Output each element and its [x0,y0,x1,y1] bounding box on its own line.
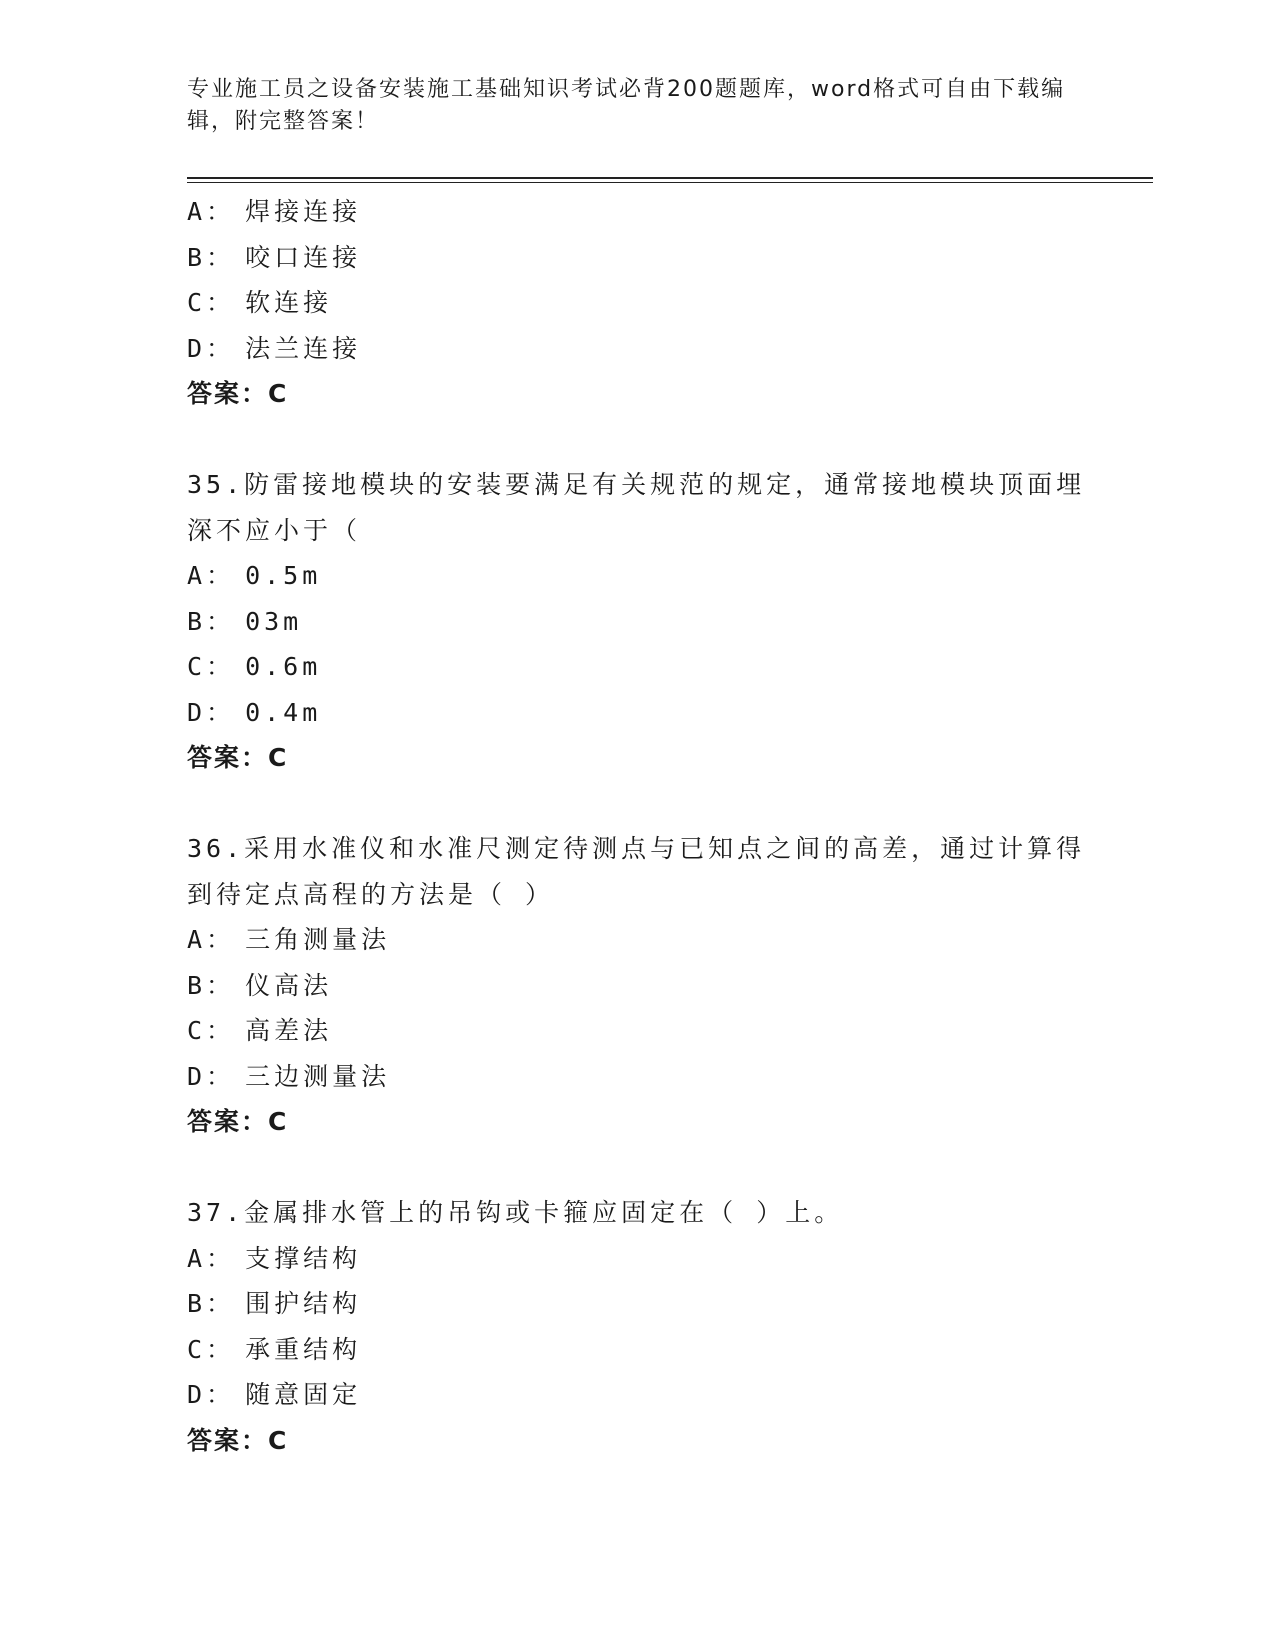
question-text: 35.防雷接地模块的安装要满足有关规范的规定，通常接地模块顶面埋深不应小于（ [187,470,1086,545]
option-c: C： 承重结构 [187,1334,362,1364]
option-b: B： 围护结构 [187,1289,362,1318]
option-b: B： 03m [187,606,303,636]
option-c: C： 0.6m [187,652,322,681]
question-block-35 [187,462,1087,781]
question-block-34 [187,189,1087,417]
header-divider-thick [187,177,1153,179]
option-d: D： 三边测量法 [187,1061,391,1091]
question-text: 37.金属排水管上的吊钩或卡箍应固定在（ ）上。 [187,1198,844,1227]
answer-line: 答案：C [187,1107,289,1136]
option-a: A： 三角测量法 [187,925,391,954]
option-a: A： 焊接连接 [187,197,362,226]
option-b: B： 仪高法 [187,970,333,1000]
document-title: 专业施工员之设备安装施工基础知识考试必背200题题库，word格式可自由下载编辑，附完整答案！ [187,77,1066,134]
answer-line: 答案：C [187,1425,289,1455]
answer-line: 答案：C [187,379,289,408]
option-b: B： 咬口连接 [187,242,362,272]
question-list [187,189,1087,1463]
question-block-36 [187,826,1087,1145]
option-d: D： 法兰连接 [187,333,362,363]
header-divider-thin [187,182,1153,183]
spacer [187,781,1087,827]
option-c: C： 软连接 [187,288,333,317]
question-text: 36.采用水准仪和水准尺测定待测点与已知点之间的高差，通过计算得到待定点高程的方法是（ ） [187,834,1086,909]
option-d: D： 0.4m [187,697,322,727]
spacer [187,1145,1087,1191]
option-a: A： 0.5m [187,561,322,590]
answer-line: 答案：C [187,743,289,772]
spacer [187,417,1087,463]
question-block-37 [187,1190,1087,1463]
option-d: D： 随意固定 [187,1380,362,1409]
option-a: A： 支撑结构 [187,1243,362,1273]
option-c: C： 高差法 [187,1016,333,1045]
